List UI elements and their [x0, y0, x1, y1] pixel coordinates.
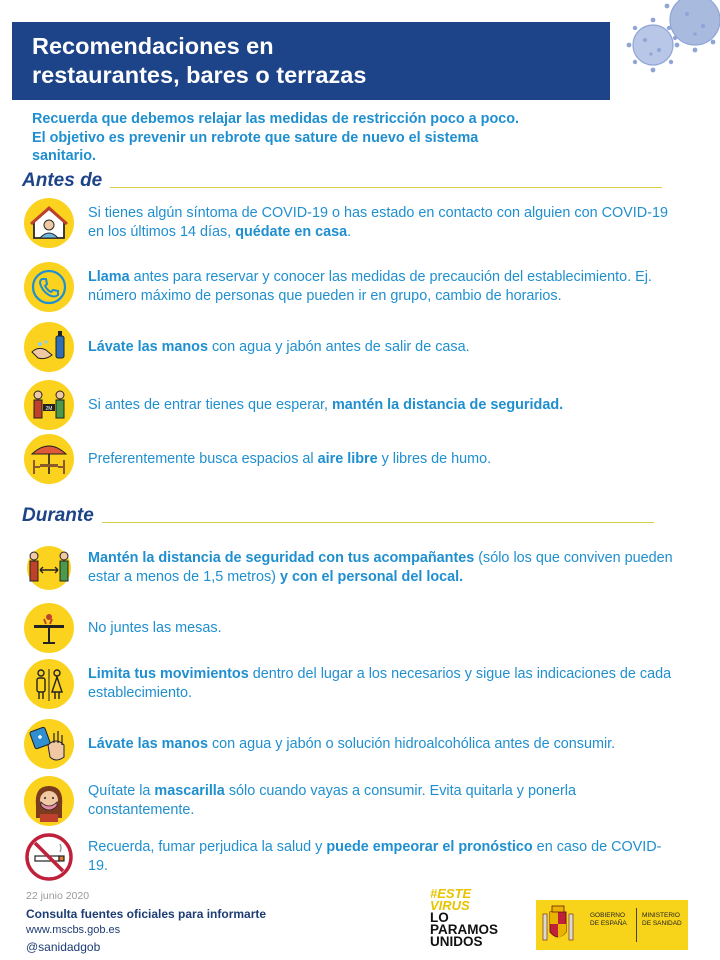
- section-divider: [110, 187, 662, 188]
- list-item: [24, 659, 704, 709]
- restroom-icon: [24, 659, 74, 709]
- terrace-icon: [24, 434, 74, 484]
- item-text: Si antes de entrar tienes que esperar, mantén la distancia de seguridad.: [88, 396, 564, 413]
- list-item: [24, 719, 704, 769]
- mask-woman-icon: [24, 776, 74, 826]
- list-item: [24, 434, 704, 484]
- item-text: Llama antes para reservar y conocer las medidas de precaución del establecimiento. Ej. número máximo de personas que pueden ir en grupo, cambio de horarios.: [88, 269, 652, 304]
- gov-label-left: GOBIERNO DE ESPAÑA: [590, 912, 627, 927]
- item-text: Quítate la mascarilla sólo cuando vayas a consumir. Evita quitarla y ponerla constantemente.: [88, 783, 576, 818]
- sanitizer-icon: [24, 719, 74, 769]
- header-banner: [12, 22, 610, 100]
- distance-2m-icon: [24, 380, 74, 430]
- footer-date: 22 junio 2020: [26, 890, 90, 902]
- people-distance-icon: [24, 543, 74, 593]
- page-title: [32, 32, 366, 90]
- item-text: Lávate las manos con agua y jabón antes de salir de casa.: [88, 338, 470, 355]
- footer-consult: Consulta fuentes oficiales para informarte: [26, 907, 267, 921]
- section-title-antes: Antes de: [22, 170, 103, 191]
- no-smoking-icon: [24, 832, 74, 882]
- list-item: [24, 322, 704, 372]
- footer-url-link[interactable]: www.mscbs.gob.es: [26, 924, 121, 936]
- gov-label-right: MINISTERIO DE SANIDAD: [642, 912, 682, 927]
- section-divider: [102, 522, 654, 523]
- section-durante: [22, 505, 654, 527]
- handwash-icon: [24, 322, 74, 372]
- coat-of-arms-icon: [542, 904, 574, 946]
- title-line-1: Recomendaciones en: [32, 33, 274, 59]
- gov-divider: [636, 908, 637, 942]
- list-item: [24, 198, 704, 248]
- footer-social-handle[interactable]: @sanidadgob: [26, 940, 101, 954]
- phone-icon: [24, 262, 74, 312]
- list-item: [24, 603, 704, 653]
- list-item: [24, 832, 704, 882]
- item-text: Recuerda, fumar perjudica la salud y puede empeorar el pronóstico en caso de COVID-19.: [88, 839, 662, 874]
- item-text: No juntes las mesas.: [88, 619, 222, 636]
- item-text: Preferentemente busca espacios al aire libre y libres de humo.: [88, 450, 492, 467]
- list-item: [24, 776, 704, 826]
- item-text: Si tienes algún síntoma de COVID-19 o has estado en contacto con alguien con COVID-19 en los últimos 14 días, quédate en casa.: [88, 205, 668, 240]
- virus-decoration-icon: [615, 0, 720, 85]
- table-icon: [24, 603, 74, 653]
- item-text: Lávate las manos con agua y jabón o solución hidroalcohólica antes de consumir.: [88, 735, 616, 752]
- list-item: [24, 380, 704, 430]
- section-title-durante: Durante: [22, 505, 94, 526]
- list-item: [24, 262, 704, 312]
- item-text: Mantén la distancia de seguridad con tus acompañantes (sólo los que conviven pueden estar a menos de 1,5 metros) y con el personal del local.: [88, 550, 673, 585]
- svg-text:2M: 2M: [45, 406, 53, 412]
- campaign-logo: #ESTE VIRUS LO PARAMOS UNIDOS: [430, 886, 499, 949]
- intro-text: Recuerda que debemos relajar las medidas de restricción poco a poco. El objetivo es prevenir un rebrote que sature de nuevo el sistema sanitario.: [32, 111, 520, 164]
- section-antes: [22, 170, 662, 192]
- house-person-icon: [24, 198, 74, 248]
- list-item: [24, 543, 704, 593]
- title-line-2: restaurantes, bares o terrazas: [32, 62, 367, 88]
- government-logo: [536, 900, 688, 950]
- item-text: Limita tus movimientos dentro del lugar a los necesarios y sigue las indicaciones de cada establecimiento.: [88, 666, 672, 701]
